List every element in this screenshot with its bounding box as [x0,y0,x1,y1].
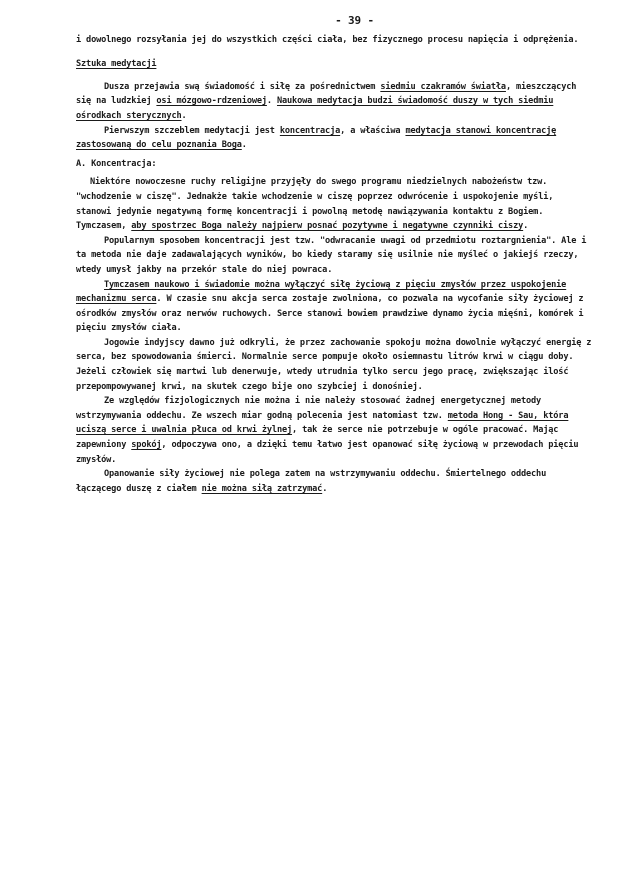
text: . W czasie snu akcja serca zostaje zwolniona, co pozwala na wycofanie siły życiowej z ośrodków zmysłów oraz nerwów ruchowych. Serce stanowi bowiem prawdziwe dynamo życia mięśni, komórek i pięciu zmysłów ciała. [76,294,584,334]
underlined-text: Tymczasem naukowo i świadomie można wyłączyć siłę życiową z pięciu zmysłów przez uspokojenie mechanizmu serca [76,279,567,305]
heading-text: Sztuka medytacji [76,59,157,70]
text: , tak że serce nie potrzebuje w ogóle pracować. Mając zapewniony [76,425,559,451]
underlined-text: siedmiu czakramów światła [380,81,506,92]
paragraph-hong-sau [76,394,593,467]
paragraph-serce [76,278,593,336]
paragraph-odwracanie [76,234,593,278]
text: , mieszczących się na ludzkiej [76,81,577,107]
text: Ze względów fizjologicznych nie można i nie należy stosować żadnej energetycznej metody wstrzymywania oddechu. Ze wszech miar godną polecenia jest natomiast tzw. [76,396,542,421]
paragraph-czakramy [76,80,593,124]
text: . [241,140,247,151]
text: , a właściwa [340,125,406,136]
underlined-text: spokój [131,440,162,451]
subsection-heading [76,157,593,172]
text: . [322,483,328,494]
page-number: - 39 - [335,14,374,27]
underlined-text: medytacja stanowi koncentrację zastosowaną do celu poznania Boga [76,125,557,151]
text: . [181,110,187,121]
underlined-text: osi mózgowo-rdzeniowej [156,96,267,107]
text: Popularnym sposobem koncentracji jest tzw. "odwracanie uwagi od przedmiotu roztargnienia". Ale i ta metoda nie daje zadawalających wyników, bo kiedy staramy się usilnie nie myśleć o jakiejś rzeczy, wtedy umysł jakby na przekór stale do niej powraca. [76,235,587,275]
underlined-text: koncentracja [279,125,341,136]
text: . [523,221,529,232]
section-heading [76,57,593,72]
text: Pierwszym szczeblem medytacji jest [104,125,280,136]
paragraph-cisza [76,175,593,233]
underlined-text: metoda Hong - Sau, która uciszą serce i uwalnia płuca od krwi żylnej [76,410,569,436]
text: , odpoczywa ono, a dzięki temu łatwo jest opanować siłę życiową w przewodach pięciu zmysłów. [76,440,579,465]
text: . [266,96,277,107]
underlined-text: aby spostrzec Boga należy najpierw posnać pozytywne i negatywne czynniki ciszy [131,221,524,232]
subsection-text: A. Koncentracja: [76,158,157,169]
text: i dowolnego rozsyłania jej do wszystkich części ciała, bez fizycznego procesu napięcia i odprężenia. [76,34,579,45]
underlined-text: nie można siłą zatrzymać [201,483,323,494]
paragraph-oddech [76,467,593,496]
text: Opanowanie siły życiowej nie polega zatem na wstrzymywaniu oddechu. Śmiertelnego oddechu łączącego duszę z ciałem [76,469,547,494]
text: Dusza przejawia swą świadomość i siłę za pośrednictwem [104,81,381,92]
text: Niektóre nowoczesne ruchy religijne przyjęły do swego programu niedzielnych nabożeństw tzw. "wchodzenie w ciszę". Jednakże takie wchodzenie w ciszę poprzez odwrócenie i uspokojenie myśli, stanowi jedynie negatywną formę koncentracji i powolną metodę nawiązywania kontaktu z Bogiem. Tymczasem, [76,177,554,232]
underlined-text: Naukowa medytacja budzi świadomość duszy w tych siedmiu ośrodkach sterycznych [76,96,554,121]
text: Jogowie indyjscy dawno już odkryli, że przez zachowanie spokoju można dowolnie wyłączyć energię z serca, bez spowodowania śmierci. Normalnie serce pompuje około osiemnastu litrów krwi w ciągu doby. Jeżeli człowiek się martwi lub denerwuje, wtedy utrudnia tylko sercu jego pracę, zwiększając ilość przepompowywanej krwi, na skutek czego bije ono szybciej i donośniej. [76,337,592,392]
paragraph-continuation [76,33,593,48]
paragraph-jogowie [76,336,593,394]
paragraph-koncentracja [76,124,593,153]
